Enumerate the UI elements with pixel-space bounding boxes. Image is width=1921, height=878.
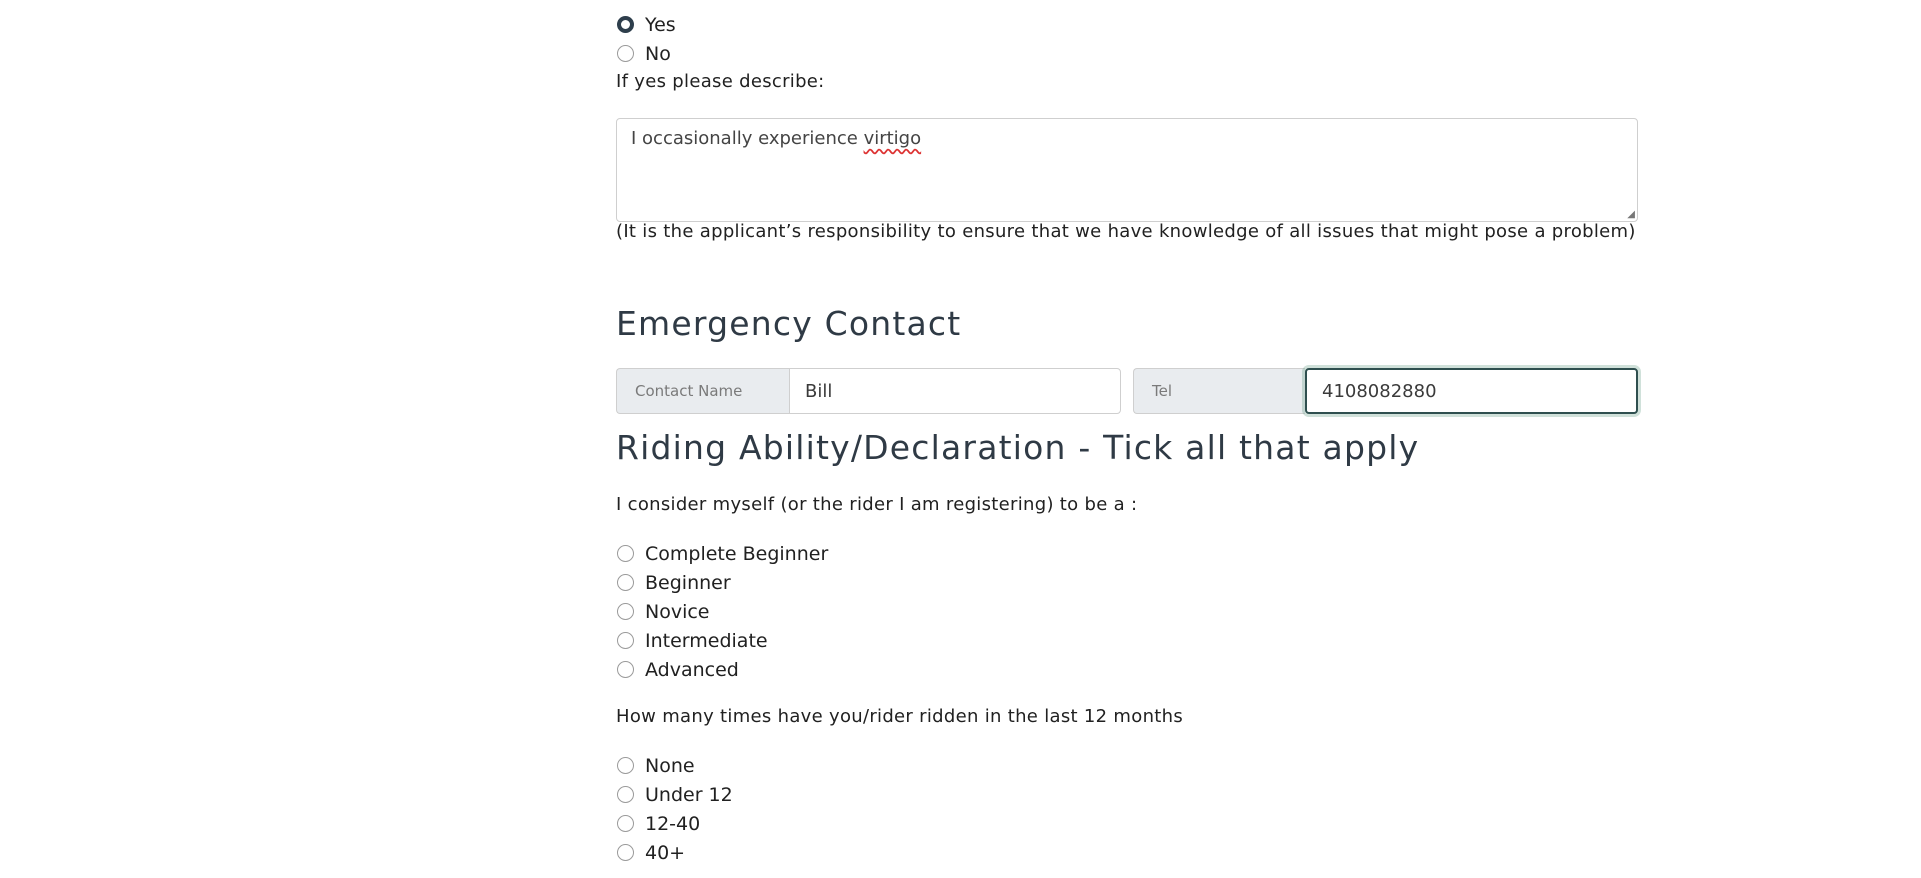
radio-label: Under 12 — [645, 783, 733, 806]
radio-label: Beginner — [645, 571, 731, 594]
responsibility-note: (It is the applicant’s responsibility to ensure that we have knowledge of all issues that might pose a problem) — [616, 221, 1636, 242]
contact-name-group — [616, 368, 1121, 414]
radio-label: 12-40 — [645, 812, 701, 835]
tel-group — [1133, 368, 1638, 414]
radio-label: Advanced — [645, 658, 739, 681]
radio-option-complete-beginner[interactable] — [616, 539, 828, 568]
frequency-question: How many times have you/rider ridden in the last 12 months — [616, 706, 1184, 727]
frequency-radio-group — [616, 751, 733, 867]
radio-option-under-12[interactable] — [616, 780, 733, 809]
describe-text: I occasionally experience — [631, 128, 864, 149]
radio-label: Intermediate — [645, 629, 768, 652]
resize-handle-icon[interactable]: ◢ — [1627, 209, 1635, 220]
radio-label: 40+ — [645, 841, 686, 864]
contact-name-input[interactable]: Bill — [789, 368, 1121, 414]
issues-radio-group — [616, 10, 676, 68]
radio-option-40-plus[interactable] — [616, 838, 733, 867]
radio-button-none[interactable] — [617, 757, 634, 774]
radio-option-yes[interactable] — [616, 10, 676, 39]
radio-label: Novice — [645, 600, 710, 623]
radio-option-no[interactable] — [616, 39, 676, 68]
describe-label: If yes please describe: — [616, 71, 825, 92]
ability-radio-group — [616, 539, 828, 684]
radio-option-intermediate[interactable] — [616, 626, 828, 655]
radio-button-no[interactable] — [617, 45, 634, 62]
radio-option-beginner[interactable] — [616, 568, 828, 597]
radio-label-yes: Yes — [645, 13, 676, 36]
radio-button-12-40[interactable] — [617, 815, 634, 832]
radio-button-under-12[interactable] — [617, 786, 634, 803]
radio-label: Complete Beginner — [645, 542, 829, 565]
radio-label-no: No — [645, 42, 671, 65]
riding-ability-heading: Riding Ability/Declaration - Tick all that apply — [616, 428, 1420, 467]
radio-button-novice[interactable] — [617, 603, 634, 620]
radio-button-yes[interactable] — [617, 16, 634, 33]
radio-button-intermediate[interactable] — [617, 632, 634, 649]
contact-name-addon: Contact Name — [616, 368, 789, 414]
radio-option-advanced[interactable] — [616, 655, 828, 684]
tel-input[interactable]: 4108082880 — [1305, 368, 1638, 414]
radio-button-40-plus[interactable] — [617, 844, 634, 861]
radio-option-none[interactable] — [616, 751, 733, 780]
describe-textarea[interactable] — [616, 118, 1638, 222]
radio-button-advanced[interactable] — [617, 661, 634, 678]
radio-option-12-40[interactable] — [616, 809, 733, 838]
radio-label: None — [645, 754, 695, 777]
ability-question: I consider myself (or the rider I am registering) to be a : — [616, 494, 1138, 515]
radio-button-complete-beginner[interactable] — [617, 545, 634, 562]
radio-option-novice[interactable] — [616, 597, 828, 626]
tel-addon: Tel — [1133, 368, 1305, 414]
emergency-contact-heading: Emergency Contact — [616, 304, 962, 343]
radio-button-beginner[interactable] — [617, 574, 634, 591]
misspelled-word: virtigo — [863, 128, 922, 149]
